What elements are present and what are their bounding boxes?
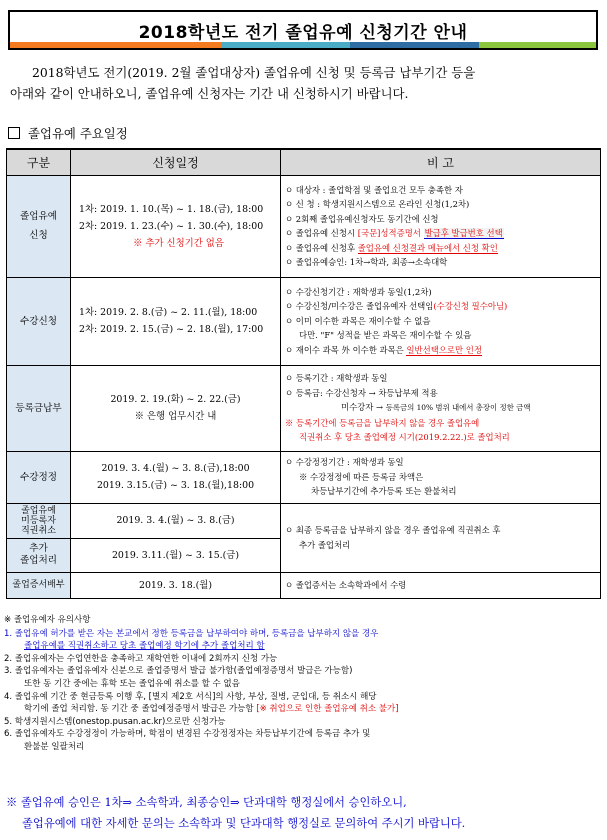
row-remarks [281, 365, 601, 451]
section-heading [8, 124, 128, 142]
period-text: 2019. 3. 18.(월) [138, 579, 213, 591]
period-text: 2차: 2019. 2. 15.(금) ~ 2. 18.(월), 17:00 [79, 324, 264, 335]
intro-line: 2018학년도 전기(2019. 2월 졸업대상자) 졸업유예 신청 및 등록금 납부기간 등을 [32, 65, 476, 80]
title-color-bar [10, 42, 596, 48]
row-remarks [281, 277, 601, 365]
row-remarks [281, 451, 601, 503]
remark-line: 다만. "F" 성적을 받은 과목은 재이수할 수 있음 [299, 330, 472, 341]
caution-item: 1. 졸업유예 허가를 받은 자는 본교에서 정한 등록금을 납부하여야 하며, 등록금을 납부하지 않을 경우 졸업유예를 직권취소하고 당초 졸업예정 학기에 추가 졸업처리 함 [4, 628, 379, 652]
row-category: 수강신청 [7, 277, 71, 365]
caution-item: 6. 졸업유예자도 수강정정이 가능하며, 학점이 변경된 수강정정자는 차등납부기간에 등록금 추가 및 환불분 일괄처리 [4, 729, 371, 752]
remark-line: ㅇ 수강신청/미수강은 졸업유예자 선택임(수강신청 필수아님) [285, 301, 508, 312]
period-text: 2019. 3. 4.(월) ~ 3. 8.(금) [116, 515, 235, 526]
row-period [71, 451, 281, 503]
remark-line: 직권취소 후 당초 졸업예정 시기(2019.2.22.)로 졸업처리 [299, 432, 510, 443]
header-remarks: 비 고 [281, 149, 601, 175]
row-remarks [281, 572, 601, 598]
row-period [71, 175, 281, 277]
row-category: 등록금납부 [7, 365, 71, 451]
table-row [7, 175, 601, 277]
square-bullet-icon [8, 127, 20, 139]
intro-line: 아래와 같이 안내하오니, 졸업유예 신청자는 기간 내 신청하시기 바랍니다. [10, 86, 409, 101]
header-period: 신청일정 [71, 149, 281, 175]
footer-line: 졸업유예에 대한 자세한 문의는 소속학과 및 단과대학 행정실로 문의하여 주시기 바랍니다. [22, 817, 466, 830]
cautions-list [4, 614, 602, 754]
period-text: 2019. 3.15.(금) ~ 3. 18.(월),18:00 [96, 480, 255, 491]
period-text: 2019. 2. 19.(화) ~ 2. 22.(금) [110, 394, 241, 405]
section-heading-text: 졸업유예 주요일정 [28, 126, 128, 141]
period-text: 2019. 3. 4.(월) ~ 3. 8.(금),18:00 [101, 463, 250, 474]
remark-line: ※ 등록기간에 등록금을 납부하지 않을 경우 졸업유예 [285, 417, 480, 428]
category-text: 신청 [29, 230, 48, 241]
caution-item: 5. 학생지원시스템(onestop.pusan.ac.kr)으로만 신청가능 [4, 716, 226, 727]
row-category [7, 503, 71, 538]
color-bar-segment [221, 42, 350, 48]
caution-item: 3. 졸업유예자는 졸업유예자 신분으로 졸업증명서 발급 불가함(졸업예정증명서 발급은 가능함) 또한 동 기간 중에는 휴학 또는 졸업유예 취소를 할 수 없음 [4, 666, 353, 689]
row-category: 수강정정 [7, 451, 71, 503]
category-text: 졸업유예 [21, 505, 56, 516]
remark-line: ※ 수강정정에 따른 등록금 차액은 [299, 471, 424, 482]
row-period [71, 538, 281, 572]
remark-line: ㅇ 졸업증서는 소속학과에서 수령 [285, 579, 407, 590]
category-text: 미등록자 [21, 515, 56, 526]
period-text: 2019. 3.11.(월) ~ 3. 15.(금) [111, 549, 240, 561]
period-text: 1차: 2019. 2. 8.(금) ~ 2. 11.(월), 18:00 [79, 307, 258, 318]
header-category: 구분 [7, 149, 71, 175]
remark-line: ㅇ 최종 등록금을 납부하지 않을 경우 졸업유예 직권취소 후 [285, 525, 501, 535]
color-bar-segment [350, 42, 479, 48]
caution-item: 4. 졸업유예 기간 중 현금등록 이행 후, [별지 제2호 서식]의 사항, 부상, 질병, 군입대, 등 취소시 해당 학기에 졸업 처리함. 동 기간 중 졸업예정증명서 발급은 가능함 [※ 취업으로 인한 졸업유예 취소 불가] [4, 691, 399, 715]
table-row [7, 365, 601, 451]
remark-line: 추가 졸업처리 [299, 539, 351, 550]
category-text: 직권취소 [21, 525, 56, 536]
row-period [71, 365, 281, 451]
remark-line: ㅇ 졸업유예승인: 1차→학과, 최종→소속대학 [285, 257, 448, 267]
color-bar-segment [479, 42, 596, 48]
remark-line: 차등납부기간에 추가등록 또는 환불처리 [311, 486, 457, 497]
cautions-heading: ※ 졸업유예자 유의사항 [4, 615, 91, 625]
remark-line: ㅇ 수강정정기간 : 재학생과 동일 [285, 457, 404, 468]
row-period [71, 277, 281, 365]
row-period [71, 572, 281, 598]
period-note: ※ 은행 업무시간 내 [134, 411, 217, 422]
table-row [7, 572, 601, 598]
table-header-row [7, 149, 601, 175]
table-row [7, 451, 601, 503]
caution-item: 2. 졸업유예자는 수업연한을 충족하고 재학연한 이내에 2회까지 신청 가능 [4, 653, 278, 664]
remark-line: ㅇ 졸업유예 신청후 졸업유예 신청결과 메뉴에서 신청 확인 [285, 242, 498, 253]
row-category [7, 175, 71, 277]
row-period [71, 503, 281, 538]
table-row [7, 503, 601, 538]
remark-line: ㅇ 이미 이수한 과목은 재이수할 수 없음 [285, 315, 431, 326]
period-text: 2차: 2019. 1. 23.(수) ~ 1. 30.(수), 18:00 [79, 220, 264, 232]
footer-notice [6, 792, 604, 834]
category-text: 추가 [29, 543, 48, 554]
remark-line: ㅇ 대상자 : 졸업학점 및 졸업요건 모두 충족한 자 [285, 184, 463, 195]
remark-line: ㅇ 재이수 과목 外 이수한 과목은 일반선택으로만 인정 [285, 344, 482, 355]
table-row [7, 277, 601, 365]
remark-line: ㅇ 2회째 졸업유예신청자도 동기간에 신청 [285, 213, 439, 224]
remark-line: ㅇ 수강신청기간 : 재학생과 동일(1,2차) [285, 286, 432, 297]
footer-line: ※ 졸업유예 승인은 1차⇒ 소속학과, 최종승인⇒ 단과대학 행정실에서 승인하오니, [6, 796, 407, 809]
color-bar-segment [10, 42, 221, 48]
schedule-table [6, 148, 601, 599]
row-category: 졸업증서배부 [7, 572, 71, 598]
remark-line: ㅇ 신 청 : 학생지원시스템으로 온라인 신청(1,2차) [285, 199, 470, 209]
category-text: 졸업처리 [19, 555, 58, 566]
page-title: 2018학년도 전기 졸업유예 신청기간 안내 [138, 22, 468, 43]
remark-line: ㅇ 등록기간 : 재학생과 동일 [285, 373, 388, 384]
period-text: 1차: 2019. 1. 10.(목) ~ 1. 18.(금), 18:00 [79, 203, 264, 215]
remark-line: 미수강자 → 등록금의 10% 범위 내에서 총장이 정한 금액 [341, 402, 531, 413]
remark-line: ㅇ 등록금: 수강신청자 → 차등납부제 적용 [285, 387, 438, 398]
period-note: ※ 추가 신청기간 없음 [133, 237, 224, 249]
row-remarks [281, 175, 601, 277]
intro-paragraph [10, 62, 600, 104]
row-category [7, 538, 71, 572]
remark-line: ㅇ 졸업유예 신청시 [국문]성적증명서 발급후 발급번호 선택 [285, 228, 503, 238]
row-remarks [281, 503, 601, 572]
category-text: 졸업유예 [19, 211, 58, 222]
